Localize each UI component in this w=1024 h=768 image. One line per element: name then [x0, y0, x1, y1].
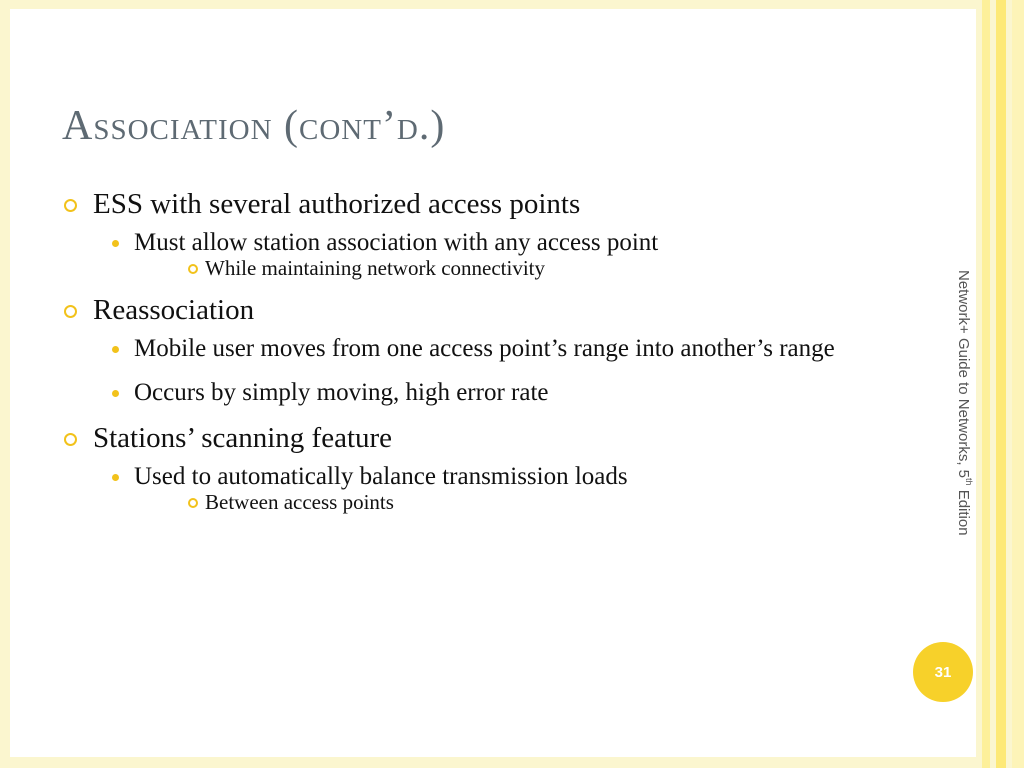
sub-bullet-item [93, 460, 882, 516]
footer-prefix: Network+ Guide to Networks, 5 [955, 270, 972, 479]
sub-bullet-text: Mobile user moves from one access point’s range into another’s range [134, 335, 835, 362]
ring-bullet-icon [188, 264, 198, 274]
bullet-item [62, 186, 882, 282]
bullet-list [62, 186, 882, 526]
slide-title: Association (cont’d.) [62, 103, 446, 149]
footer-superscript: th [964, 478, 974, 486]
bullet-text: Stations’ scanning feature [93, 422, 393, 454]
page-number: 31 [934, 663, 952, 681]
ring-bullet-icon [64, 305, 77, 318]
sub-bullet-item [93, 376, 882, 410]
sub-bullet-text: Occurs by simply moving, high error rate [134, 379, 549, 406]
dot-bullet-icon [112, 346, 119, 353]
footer-suffix: Edition [955, 485, 972, 536]
dot-bullet-icon [112, 474, 119, 481]
page-number-badge [913, 642, 973, 702]
decor-stripe [996, 0, 1006, 768]
bullet-text: Reassociation [93, 294, 255, 326]
frame-bottom-border [0, 757, 980, 768]
sub-bullet-item [93, 332, 882, 366]
decor-stripe [982, 0, 990, 768]
bullet-text: ESS with several authorized access points [93, 188, 581, 220]
sub-sub-bullet-item [134, 254, 882, 282]
sub-sub-bullet-item [134, 488, 882, 516]
ring-bullet-icon [64, 433, 77, 446]
vertical-footer-text [955, 270, 974, 536]
sub-sub-bullet-text: Between access points [205, 490, 394, 514]
ring-bullet-icon [64, 199, 77, 212]
sub-bullet-text: Must allow station association with any access point [134, 229, 659, 256]
sub-sub-bullet-text: While maintaining network connectivity [205, 256, 545, 280]
bullet-item [62, 292, 882, 410]
decor-stripe [1012, 0, 1024, 768]
frame-left-border [0, 0, 10, 768]
sub-bullet-list [93, 460, 882, 516]
ring-bullet-icon [188, 498, 198, 508]
frame-top-border [0, 0, 980, 9]
sub-bullet-list [93, 332, 882, 410]
sub-bullet-list [93, 226, 882, 282]
dot-bullet-icon [112, 240, 119, 247]
sub-bullet-text: Used to automatically balance transmission loads [134, 463, 628, 490]
sub-sub-bullet-list [134, 488, 882, 516]
bullet-item [62, 420, 882, 516]
sub-bullet-item [93, 226, 882, 282]
dot-bullet-icon [112, 390, 119, 397]
sub-sub-bullet-list [134, 254, 882, 282]
